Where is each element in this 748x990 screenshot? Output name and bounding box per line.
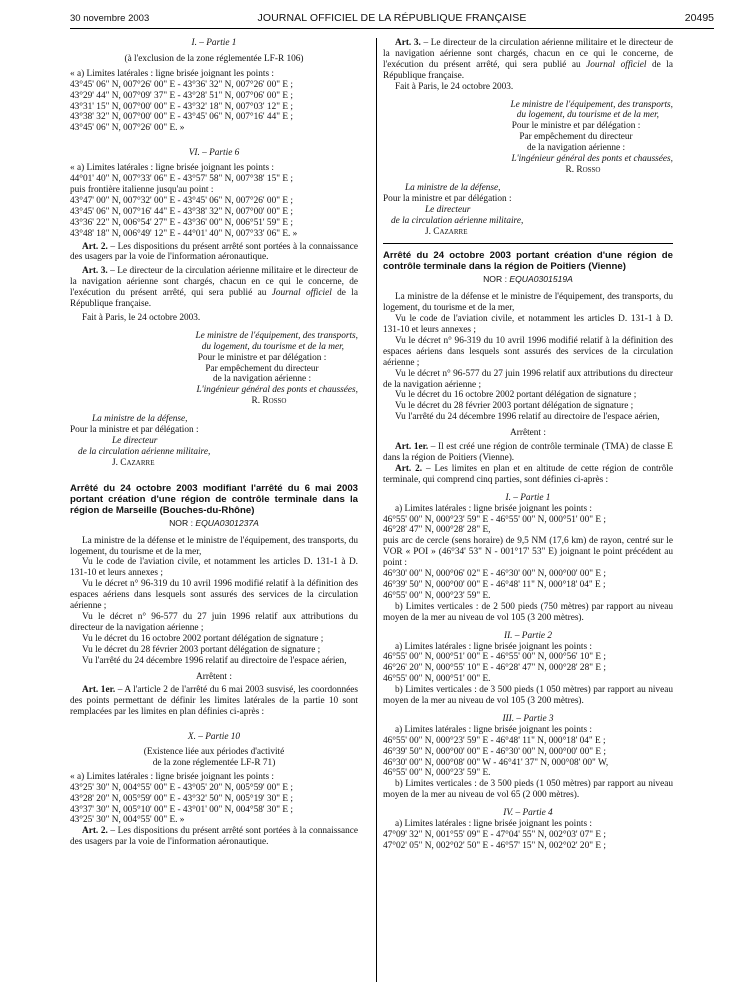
coord-line: 44°01' 40" N, 007°33' 06" E - 43°57' 58" N, 007°38' 15" E ; xyxy=(70,174,293,185)
decree-title: Arrêté du 24 octobre 2003 portant création d'une région de contrôle terminale dans la région de Poitiers (Vienne) xyxy=(383,250,673,273)
article-2: Art. 2. – Les dispositions du présent arrêté sont portées à la connaissance des usagers par la voie de l'information aéronautique. xyxy=(70,826,358,848)
signature-place-date: Fait à Paris, le 24 octobre 2003. xyxy=(82,312,201,323)
article-1: Art. 1er. – Il est créé une région de contrôle terminale (TMA) de classe E dans la région de Poitiers (Vienne). xyxy=(383,442,673,463)
part-heading: I. – Partie 1 xyxy=(191,38,237,48)
signatory-title: La ministre de la défense, xyxy=(405,182,501,193)
coord-line: 43°31' 15" N, 007°00' 00" E - 43°32' 18" N, 007°03' 12" E ; xyxy=(70,101,293,112)
visa-paragraph: Vu le décret n° 96-319 du 10 avril 1996 modifié relatif à la définition des espaces aériens dans lesquels sont assurés des services de la circulation aérienne ; xyxy=(383,335,673,368)
signatory-delegation: de la navigation aérienne : xyxy=(212,374,312,385)
decree-title: Arrêté du 24 octobre 2003 modifiant l'arrêté du 6 mai 2003 portant création d'une région de contrôle terminale dans la région de Marseille (Bouches-du-Rhône) xyxy=(70,482,358,516)
visa-paragraph: Vu l'arrêté du 24 décembre 1996 relatif au directoire de l'espace aérien, xyxy=(82,655,347,666)
part-heading: X. – Partie 10 xyxy=(187,732,241,743)
signatory-name: J. Cazarre xyxy=(425,226,468,237)
signatory-title: L'ingénieur général des ponts et chaussées, xyxy=(511,154,673,165)
part-heading: II. – Partie 2 xyxy=(503,630,553,641)
coord-line: 43°45' 06" N, 007°16' 44" E - 43°38' 32" N, 007°00' 00" E ; xyxy=(70,206,293,217)
coord-line: 43°45' 06" N, 007°26' 00" E. » xyxy=(70,123,185,134)
signatory-delegation: Pour la ministre et par délégation : xyxy=(383,193,512,204)
signatory-title: du logement, du tourisme et de la mer, xyxy=(516,110,659,121)
article-2: Art. 2. – Les limites en plan et en altitude de cette région de contrôle terminale, qui comprend cinq parties, sont définies ci-après : xyxy=(383,463,673,485)
signatory-delegation: Par empêchement du directeur xyxy=(205,363,319,374)
part-heading: VI. – Partie 6 xyxy=(188,148,240,159)
coord-line: 43°25' 30" N, 004°55' 00" E. » xyxy=(70,815,185,826)
vertical-limits: b) Limites verticales : de 3 500 pieds (1 050 mètres) par rapport au niveau moyen de la mer au niveau de vol 105 (3 200 mètres). xyxy=(383,685,673,707)
signatory-title: Le directeur xyxy=(112,436,158,446)
visa-paragraph: Vu le code de l'aviation civile, et notamment les articles D. 131-1 à D. 131-10 et leurs annexes ; xyxy=(70,557,358,579)
lateral-limits: a) Limites latérales : ligne brisée joignant les points : xyxy=(395,641,592,652)
coord-line: 47°02' 05" N, 002°02' 50" E - 46°57' 15" N, 002°02' 20" E ; xyxy=(383,840,606,851)
page-header xyxy=(70,10,714,29)
coord-line: 46°55' 00" N, 000°23' 59" E. xyxy=(383,590,491,601)
coord-line: 43°37' 30" N, 005°10' 00" E - 43°01' 00" N, 004°58' 30" E ; xyxy=(70,804,293,815)
article-2: Art. 2. – Les dispositions du présent arrêté sont portées à la connaissance des usagers par la voie de l'information aéronautique. xyxy=(70,241,358,263)
signatory-delegation: Par empêchement du directeur xyxy=(519,132,633,143)
coord-line: 46°30' 00" N, 000°08' 00" W - 46°41' 37" N, 000°08' 00" W, xyxy=(383,757,609,768)
visa-paragraph: La ministre de la défense et le ministre de l'équipement, des transports, du logement, du tourisme et de la mer, xyxy=(70,535,358,557)
page-number: 20495 xyxy=(684,12,714,24)
lateral-limits: a) Limites latérales : ligne brisée joignant les points : xyxy=(395,724,592,735)
visa-paragraph: Vu le décret n° 96-577 du 27 juin 1996 relatif aux attributions du directeur de la navigation aérienne ; xyxy=(70,611,358,633)
part-note: (Existence liée aux périodes d'activité xyxy=(143,747,285,758)
visa-paragraph: Vu le décret du 28 février 2003 portant délégation de signature ; xyxy=(395,401,634,412)
visa-paragraph: La ministre de la défense et le ministre de l'équipement, des transports, du logement, du tourisme et de la mer, xyxy=(383,292,673,314)
coord-line: 43°29' 44" N, 007°09' 37" E - 43°28' 51" N, 007°06' 00" E ; xyxy=(70,90,293,101)
lateral-limits: « a) Limites latérales : ligne brisée joignant les points : xyxy=(70,163,274,174)
lateral-limits: a) Limites latérales : ligne brisée joignant les points : xyxy=(395,503,592,514)
nor-reference: NOR : EQUA0301519A xyxy=(483,274,573,285)
signatory-title: de la circulation aérienne militaire, xyxy=(391,215,524,226)
part-heading: IV. – Partie 4 xyxy=(503,808,553,819)
signatory-title: du logement, du tourisme et de la mer, xyxy=(201,341,344,352)
coord-line: 46°30' 00" N, 000°06' 02" E - 46°30' 00" N, 000°00' 00" E ; xyxy=(383,569,606,580)
signatory-delegation: Pour le ministre et par délégation : xyxy=(197,352,327,363)
coord-line: 46°55' 00" N, 000°51' 00" E. xyxy=(383,674,491,685)
part-note: de la zone réglementée LF-R 71) xyxy=(152,757,276,768)
signatory-delegation: Pour la ministre et par délégation : xyxy=(70,425,199,436)
coord-line: 46°39' 50" N, 000°00' 00" E - 46°30' 00" N, 000°00' 00" E ; xyxy=(383,746,606,757)
article-1: Art. 1er. – A l'article 2 de l'arrêté du 6 mai 2003 susvisé, les coordonnées des points permettant de définir les limites latérales de la partie 10 sont remplacées par les limites en plan définies ci-après : xyxy=(70,685,358,718)
article-3: Art. 3. – Le directeur de la circulation aérienne militaire et le directeur de la navigation aérienne sont chargés, chacun en ce qui le concerne, de l'exécution du présent arrêté, qui sera publié au Journal officiel de la République française. xyxy=(383,38,673,81)
coord-line: 46°55' 00" N, 000°23' 59" E - 46°48' 11" N, 000°18' 04" E ; xyxy=(383,735,606,746)
visa-paragraph: Vu l'arrêté du 24 décembre 1996 relatif au directoire de l'espace aérien, xyxy=(395,412,660,423)
part-note: (à l'exclusion de la zone réglementée LF-R 106) xyxy=(124,53,304,64)
signatory-name: R. Rosso xyxy=(251,396,287,407)
section-rule xyxy=(383,243,673,244)
vertical-limits: b) Limites verticales : de 3 500 pieds (1 050 mètres) par rapport au niveau moyen de la mer au niveau de vol 65 (2 000 mètres). xyxy=(383,779,673,801)
coord-line: 43°47' 00" N, 007°32' 00" E - 43°45' 06" N, 007°26' 00" E ; xyxy=(70,195,293,206)
arc-description: puis arc de cercle (sens horaire) de 9,5 NM (17,6 km) de rayon, centré sur le VOR « POI » (46°34' 53" N - 001°17' 53" E) joignant le point précédent au point : xyxy=(383,536,673,569)
coord-line: 43°48' 18" N, 006°49' 12" E - 44°01' 40" N, 007°33' 06" E. » xyxy=(70,228,298,239)
coord-line: 46°55' 00" N, 000°51' 00" E - 46°55' 00" N, 000°56' 10" E ; xyxy=(383,652,606,663)
lateral-limits: a) Limites latérales : ligne brisée joignant les points : xyxy=(395,819,592,830)
lateral-limits: « a) Limites latérales : ligne brisée joignant les points : xyxy=(70,68,274,79)
coord-line: 43°38' 32" N, 007°00' 00" E - 43°45' 06" N, 007°16' 44" E ; xyxy=(70,112,293,123)
lateral-limits: « a) Limites latérales : ligne brisée joignant les points : xyxy=(70,771,274,782)
part-heading: III. – Partie 3 xyxy=(502,713,554,724)
visa-paragraph: Vu le décret du 16 octobre 2002 portant délégation de signature ; xyxy=(82,633,324,644)
border-note: puis frontière italienne jusqu'au point : xyxy=(70,184,214,195)
nor-reference: NOR : EQUA0301237A xyxy=(169,517,259,528)
vertical-limits: b) Limites verticales : de 2 500 pieds (750 mètres) par rapport au niveau moyen de la mer au niveau de vol 105 (3 200 mètres). xyxy=(383,601,673,623)
journal-title: JOURNAL OFFICIEL DE LA RÉPUBLIQUE FRANÇAISE xyxy=(257,12,527,24)
signatory-title: Le ministre de l'équipement, des transports, xyxy=(195,330,358,341)
signatory-delegation: Pour le ministre et par délégation : xyxy=(511,121,641,132)
signature-place-date: Fait à Paris, le 24 octobre 2003. xyxy=(395,81,514,92)
signatory-title: La ministre de la défense, xyxy=(92,414,188,425)
coord-line: 46°55' 00" N, 000°23' 59" E. xyxy=(383,768,491,779)
arretent-heading: Arrêtent : xyxy=(196,671,232,682)
signatory-title: L'ingénieur général des ponts et chaussées, xyxy=(196,385,358,396)
coord-line: 46°26' 20" N, 000°55' 10" E - 46°28' 47" N, 000°28' 28" E ; xyxy=(383,663,606,674)
signatory-name: R. Rosso xyxy=(565,164,601,175)
right-column xyxy=(383,38,673,982)
part-heading: I. – Partie 1 xyxy=(505,492,551,503)
left-column xyxy=(70,38,358,982)
visa-paragraph: Vu le décret n° 96-319 du 10 avril 1996 modifié relatif à la définition des espaces aériens dans lesquels sont assurés des services de la circulation aérienne ; xyxy=(70,579,358,612)
signatory-title: Le directeur xyxy=(425,204,471,215)
coord-line: 43°25' 30" N, 004°55' 00" E - 43°05' 20" N, 005°59' 00" E ; xyxy=(70,782,293,793)
visa-paragraph: Vu le décret n° 96-577 du 27 juin 1996 relatif aux attributions du directeur de la navigation aérienne ; xyxy=(383,368,673,390)
coord-line: 46°55' 00" N, 000°23' 59" E - 46°55' 00" N, 000°51' 00" E ; xyxy=(383,514,606,525)
signatory-title: Le ministre de l'équipement, des transports, xyxy=(510,99,673,110)
arretent-heading: Arrêtent : xyxy=(510,428,546,439)
signatory-title: de la circulation aérienne militaire, xyxy=(78,446,211,457)
visa-paragraph: Vu le décret du 28 février 2003 portant délégation de signature ; xyxy=(82,644,321,655)
coord-line: 43°36' 22" N, 006°54' 27" E - 43°36' 00" N, 006°51' 59" E ; xyxy=(70,217,293,228)
visa-paragraph: Vu le décret du 16 octobre 2002 portant délégation de signature ; xyxy=(395,390,637,401)
signatory-name: J. Cazarre xyxy=(112,457,155,468)
coord-line: 43°45' 06" N, 007°26' 00" E - 43°36' 32" N, 007°26' 00" E ; xyxy=(70,79,293,90)
article-3: Art. 3. – Le directeur de la circulation aérienne militaire et le directeur de la navigation aérienne sont chargés, chacun en ce qui le concerne, de l'exécution du présent arrêté, qui sera publié au Journal officiel de la République française. xyxy=(70,266,358,310)
coord-line: 47°09' 32" N, 001°55' 09" E - 47°04' 55" N, 002°03' 07" E ; xyxy=(383,830,606,840)
column-divider xyxy=(376,38,377,982)
coord-line: 43°28' 20" N, 005°59' 00" E - 43°32' 50" N, 005°19' 30" E ; xyxy=(70,793,293,804)
coord-line: 46°39' 50" N, 000°00' 00" E - 46°48' 11" N, 000°18' 04" E ; xyxy=(383,579,606,590)
header-date: 30 novembre 2003 xyxy=(70,13,150,24)
visa-paragraph: Vu le code de l'aviation civile, et notamment les articles D. 131-1 à D. 131-10 et leurs annexes ; xyxy=(383,314,673,336)
coord-line: 46°28' 47" N, 000°28' 28" E, xyxy=(383,525,491,536)
signatory-delegation: de la navigation aérienne : xyxy=(526,143,626,154)
